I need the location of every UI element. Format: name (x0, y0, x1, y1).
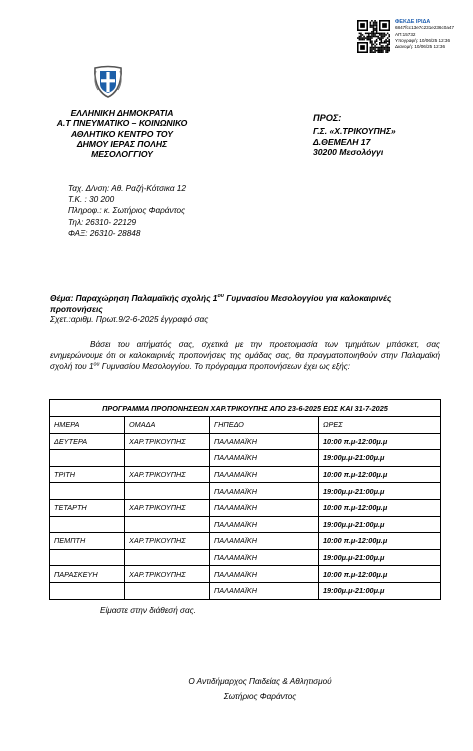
table-header-cell: ΩΡΕΣ (319, 417, 441, 434)
table-cell: ΧΑΡ.ΤΡΙΚΟΥΠΗΣ (125, 433, 210, 450)
table-cell: 19:00μ.μ-21:00μ.μ (319, 450, 441, 467)
table-cell: ΧΑΡ.ΤΡΙΚΟΥΠΗΣ (125, 466, 210, 483)
table-row (50, 433, 441, 450)
table-cell (125, 549, 210, 566)
subject-block (50, 293, 435, 325)
table-cell (125, 582, 210, 599)
table-cell: ΠΑΛΑΜΑΪΚΗ (210, 549, 319, 566)
table-cell: ΠΑΛΑΜΑΪΚΗ (210, 516, 319, 533)
table-cell: ΠΕΜΠΤΗ (50, 533, 125, 550)
table-cell: ΠΑΛΑΜΑΪΚΗ (210, 582, 319, 599)
body-part2: Γυμνασίου Μεσολογγίου. Το πρόγραμμα προπονήσεων έχει ως εξής: (99, 361, 351, 371)
subject-sup: ου (217, 293, 224, 300)
table-cell (125, 516, 210, 533)
closing-line: Είμαστε στην διάθεσή σας. (100, 606, 196, 615)
recipient-label: ΠΡΟΣ: (313, 113, 342, 123)
greek-coat-of-arms-icon (92, 64, 124, 98)
table-cell (50, 549, 125, 566)
stamp-brand: ΦΕΚΔΕ ΙΡΙΔΑ (395, 19, 431, 25)
table-cell: 19:00μ.μ-21:00μ.μ (319, 483, 441, 500)
table-cell: ΧΑΡ.ΤΡΙΚΟΥΠΗΣ (125, 499, 210, 516)
table-cell: 19:00μ.μ-21:00μ.μ (319, 582, 441, 599)
table-cell (50, 516, 125, 533)
subject-suffix: Γυμνασίου Μεσολογγίου για καλοκαιρινές προπονήσεις (50, 293, 392, 314)
issuer-line: ΔΗΜΟΥ ΙΕΡΑΣ ΠΟΛΗΣ (76, 138, 168, 149)
table-row (50, 582, 441, 599)
table-header-row (50, 417, 441, 434)
table-cell: 10:00 π.μ-12:00μ.μ (319, 533, 441, 550)
table-cell: 19:00μ.μ-21:00μ.μ (319, 549, 441, 566)
stamp-signed: Υπογραφή: 10/06/25 12:36 (395, 37, 451, 43)
contact-fax: ΦΑΞ: 26310- 28848 (68, 228, 141, 238)
qr-code-icon (357, 20, 390, 53)
table-row (50, 566, 441, 583)
table-cell: ΠΑΛΑΜΑΪΚΗ (210, 433, 319, 450)
signature-block (165, 675, 355, 704)
table-cell: ΠΑΡΑΣΚΕΥΗ (50, 566, 125, 583)
table-row (50, 533, 441, 550)
contact-block (68, 183, 186, 239)
table-cell: ΠΑΛΑΜΑΪΚΗ (210, 566, 319, 583)
table-row (50, 499, 441, 516)
subject-line (50, 293, 435, 314)
table-cell: ΤΕΤΑΡΤΗ (50, 499, 125, 516)
signature-name: Σωτήριος Φαράντος (223, 691, 297, 701)
table-row (50, 450, 441, 467)
table-cell (50, 582, 125, 599)
recipient-name: Γ.Σ. «Χ.ΤΡΙΚΟΥΠΗΣ» (313, 125, 396, 136)
table-cell (50, 450, 125, 467)
recipient-city: 30200 Μεσολόγγι (313, 147, 384, 158)
body-paragraph (50, 340, 440, 372)
table-cell: 10:00 π.μ-12:00μ.μ (319, 566, 441, 583)
issuer-line: ΑΘΛΗΤΙΚΟ ΚΕΝΤΡΟ ΤΟΥ (71, 128, 173, 139)
body-part1: Βάσει του αιτήματός σας, σχετικά με την προετοιμασία των τμημάτων μπάσκετ, σας ενημερώνουμε ότι οι καλοκαιρινές προπονήσεις της ομάδας σας, θα πραγματοποιηθούν στην Παλαμαϊκή σχολή του 1 (50, 340, 440, 371)
table-title-row (50, 400, 441, 417)
contact-phone: Τηλ: 26310- 22129 (68, 217, 137, 227)
table-row (50, 516, 441, 533)
contact-postcode: Τ.Κ. : 30 200 (68, 195, 115, 205)
table-row (50, 483, 441, 500)
issuer-block (52, 108, 192, 159)
signature-role: Ο Αντιδήμαρχος Παιδείας & Αθλητισμού (188, 677, 332, 686)
contact-address: Ταχ. Δ/νση: Αθ. Ραζή-Κότσικα 12 (68, 184, 186, 193)
recipient-block (313, 113, 396, 158)
table-cell: ΠΑΛΑΜΑΪΚΗ (210, 533, 319, 550)
table-cell: ΠΑΛΑΜΑΪΚΗ (210, 483, 319, 500)
table-header-cell: ΟΜΑΔΑ (125, 417, 210, 434)
table-cell: 10:00 π.μ-12:00μ.μ (319, 499, 441, 516)
table-cell: 19:00μ.μ-21:00μ.μ (319, 516, 441, 533)
issuer-line: Α.Τ ΠΝΕΥΜΑΤΙΚΟ – ΚΟΙΝΩΝΙΚΟ (56, 118, 188, 129)
table-cell (125, 483, 210, 500)
table-cell: ΧΑΡ.ΤΡΙΚΟΥΠΗΣ (125, 566, 210, 583)
table-cell: ΠΑΛΑΜΑΪΚΗ (210, 466, 319, 483)
stamp-hash: 6847fcc13e7c231e236c0a47 (395, 25, 455, 31)
table-cell (50, 483, 125, 500)
digital-signature-stamp (395, 19, 454, 50)
table-cell: ΧΑΡ.ΤΡΙΚΟΥΠΗΣ (125, 533, 210, 550)
body-sup: ου (93, 360, 100, 367)
issuer-line: ΜΕΣΟΛΟΓΓΙΟΥ (91, 149, 153, 160)
subject-reference: Σχετ.:αριθμ. Πρωτ.9/2-6-2025 έγγραφό σας (50, 314, 209, 325)
table-row (50, 466, 441, 483)
subject-prefix: Θέμα: Παραχώρηση Παλαμαϊκής σχολής 1 (50, 293, 218, 303)
contact-info: Πληροφ.: κ. Σωτήριος Φαράντος (68, 206, 186, 216)
table-row (50, 549, 441, 566)
stamp-distributed: Διανομή: 10/06/25 12:36 (395, 44, 446, 50)
table-cell: ΠΑΛΑΜΑΪΚΗ (210, 450, 319, 467)
table-cell: 10:00 π.μ-12:00μ.μ (319, 433, 441, 450)
table-cell: ΠΑΛΑΜΑΪΚΗ (210, 499, 319, 516)
training-schedule-table (49, 399, 441, 600)
table-cell: ΤΡΙΤΗ (50, 466, 125, 483)
table-header-cell: ΓΗΠΕΔΟ (210, 417, 319, 434)
table-header-cell: ΗΜΕΡΑ (50, 417, 125, 434)
table-title: ΠΡΟΓΡΑΜΜΑ ΠΡΟΠΟΝΗΣΕΩΝ ΧΑΡ.ΤΡΙΚΟΥΠΗΣ ΑΠΟ 23-6-2025 ΕΩΣ ΚΑΙ 31-7-2025 (50, 400, 441, 417)
table-cell: 10:00 π.μ-12:00μ.μ (319, 466, 441, 483)
table-cell (125, 450, 210, 467)
issuer-line: ΕΛΛΗΝΙΚΗ ΔΗΜΟΚΡΑΤΙΑ (70, 108, 174, 118)
stamp-protocol: ΑΠ:15732 (395, 31, 416, 37)
table-cell: ΔΕΥΤΕΡΑ (50, 433, 125, 450)
recipient-street: Δ.ΘΕΜΕΛΗ 17 (313, 136, 371, 147)
